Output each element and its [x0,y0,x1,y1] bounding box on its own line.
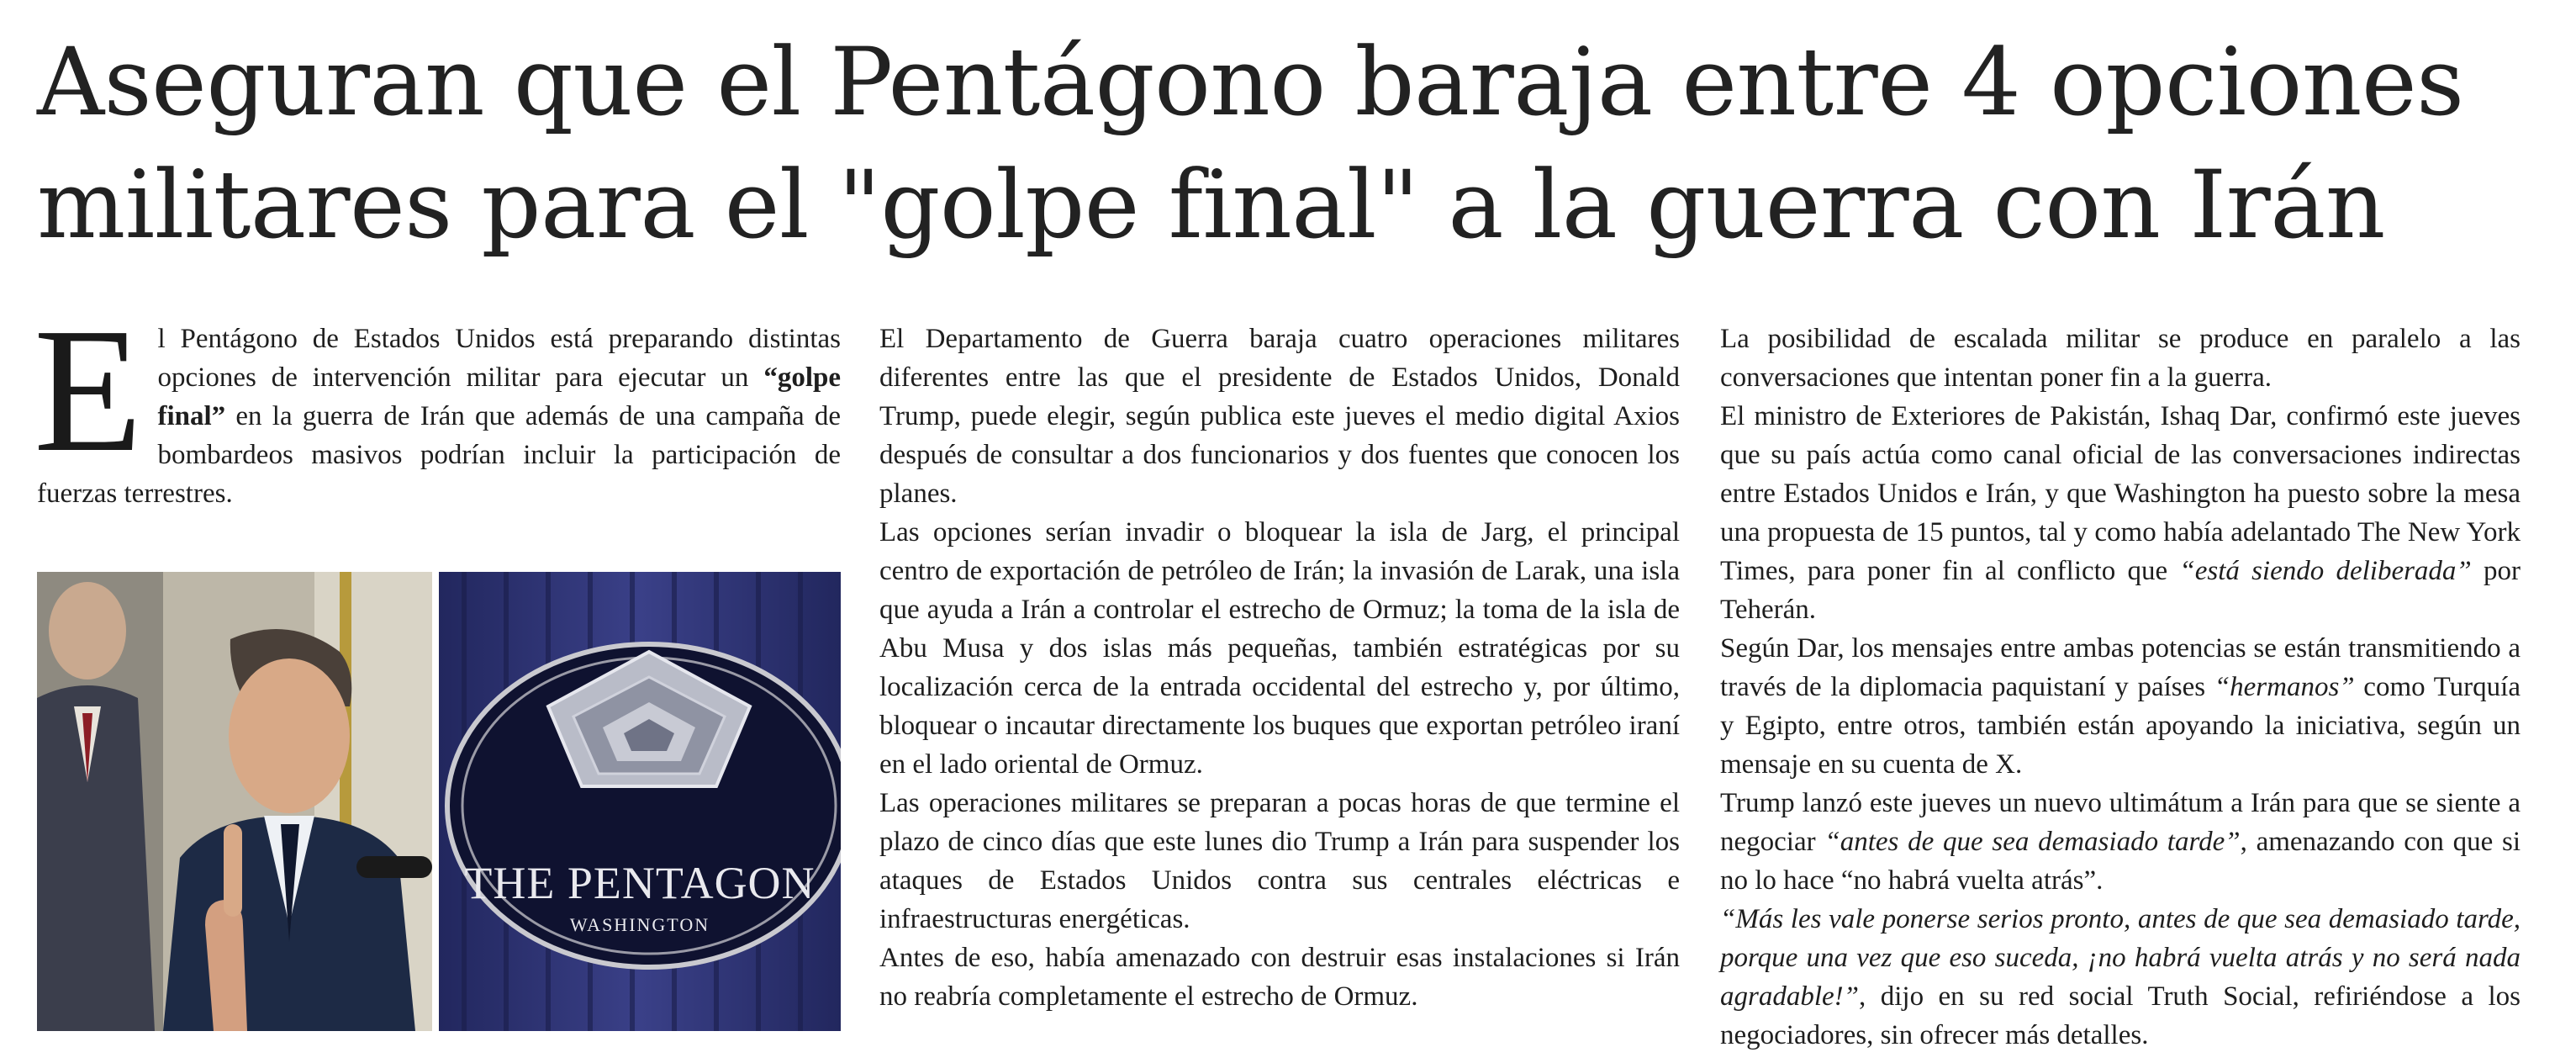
article-column-3 [1720,320,2521,1055]
headline: Aseguran que el Pentágono baraja entre 4 opciones militares para el "golpe final" a la guerra con Irán [37,29,2464,260]
speaker-illustration [37,572,432,1031]
italic-quote: “hermanos” [2214,672,2355,702]
lead-text-end: en la guerra de Irán que además de una campaña de bombardeos masivos podrían incluir la participación de fuerzas terrestres. [37,401,841,509]
text-run: por Teherán. [1720,556,2521,625]
paragraph: El Departamento de Guerra baraja cuatro operaciones militares diferentes entre las que el presidente de Estados Unidos, Donald Trump, puede elegir, según publica este jueves el medio digital Axios después de consultar a dos funcionarios y dos fuentes que conocen los planes. [879,324,1680,509]
paragraph: Las opciones serían invadir o bloquear la isla de Jarg, el principal centro de exportación de petróleo de Irán; la invasión de Larak, una isla que ayuda a Irán a controlar el estrecho de Ormuz; la toma de la isla de Abu Musa y dos islas más pequeñas, también estratégicas por su localización cerca de la entrada occidental del estrecho y, por último, bloquear o incautar directamente los buques que exportan petróleo iraní en el lado oriental de Ormuz. [879,517,1680,780]
italic-quote: “Más les vale ponerse serios pronto, antes de que sea demasiado tarde, porque una vez que eso suceda, ¡no habrá vuelta atrás y no será nada agradable!” [1720,904,2521,1012]
text-run: Trump lanzó este jueves un nuevo ultimátum a Irán para que se siente a negociar [1720,788,2521,857]
pentagon-seal-illustration [439,572,841,1031]
seal-title: THE PENTAGON [464,858,816,908]
seal-subtitle: WASHINGTON [569,914,710,935]
text-run: El ministro de Exteriores de Pakistán, Ishaq Dar, confirmó este jueves que su país actúa como canal oficial de las conversaciones indirectas entre Estados Unidos e Irán, y que Washington ha puesto sobre la mesa una propuesta de 15 puntos, tal y como había adelantado The New York Times, para poner fin al conflicto que [1720,401,2521,586]
italic-quote: “está siendo deliberada” [2179,556,2472,586]
paragraph [1720,900,2521,1055]
drop-cap: E [34,291,143,489]
photo-speaker [37,572,432,1031]
text-run: como Turquía y Egipto, entre otros, también están apoyando la iniciativa, según un mensaje en su cuenta de X. [1720,672,2521,780]
seal-text [439,858,841,942]
paragraph [1720,629,2521,784]
paragraph [1720,784,2521,900]
paragraph: La posibilidad de escalada militar se produce en paralelo a las conversaciones que intentan poner fin a la guerra. [1720,324,2521,393]
paragraph: Las operaciones militares se preparan a pocas horas de que termine el plazo de cinco días que este lunes dio Trump a Irán para suspender los ataques de Estados Unidos contra sus centrales eléctricas e infraestructuras energéticas. [879,788,1680,934]
paragraph [1720,397,2521,629]
italic-quote: “antes de que sea demasiado tarde” [1824,827,2241,857]
article-photo [37,572,841,1031]
photo-pentagon-seal [439,572,841,1031]
lead-text-start: l Pentágono de Estados Unidos está preparando distintas opciones de intervención militar para ejecutar un [157,324,841,393]
article-column-2 [879,320,1680,1016]
lead-bold-quote: “golpe final” [157,362,841,431]
text-run: Según Dar, los mensajes entre ambas potencias se están transmitiendo a través de la diplomacia paquistaní y países [1720,633,2521,702]
paragraph: Antes de eso, había amenazado con destruir esas instalaciones si Irán no reabría completamente el estrecho de Ormuz. [879,943,1680,1012]
article-column-1 [34,291,841,513]
lead-paragraph [34,291,841,513]
text-run: , dijo en su red social Truth Social, refiriéndose a los negociadores, sin ofrecer más detalles. [1720,981,2521,1050]
text-run: , amenazando con que si no lo hace “no habrá vuelta atrás”. [1720,827,2521,896]
